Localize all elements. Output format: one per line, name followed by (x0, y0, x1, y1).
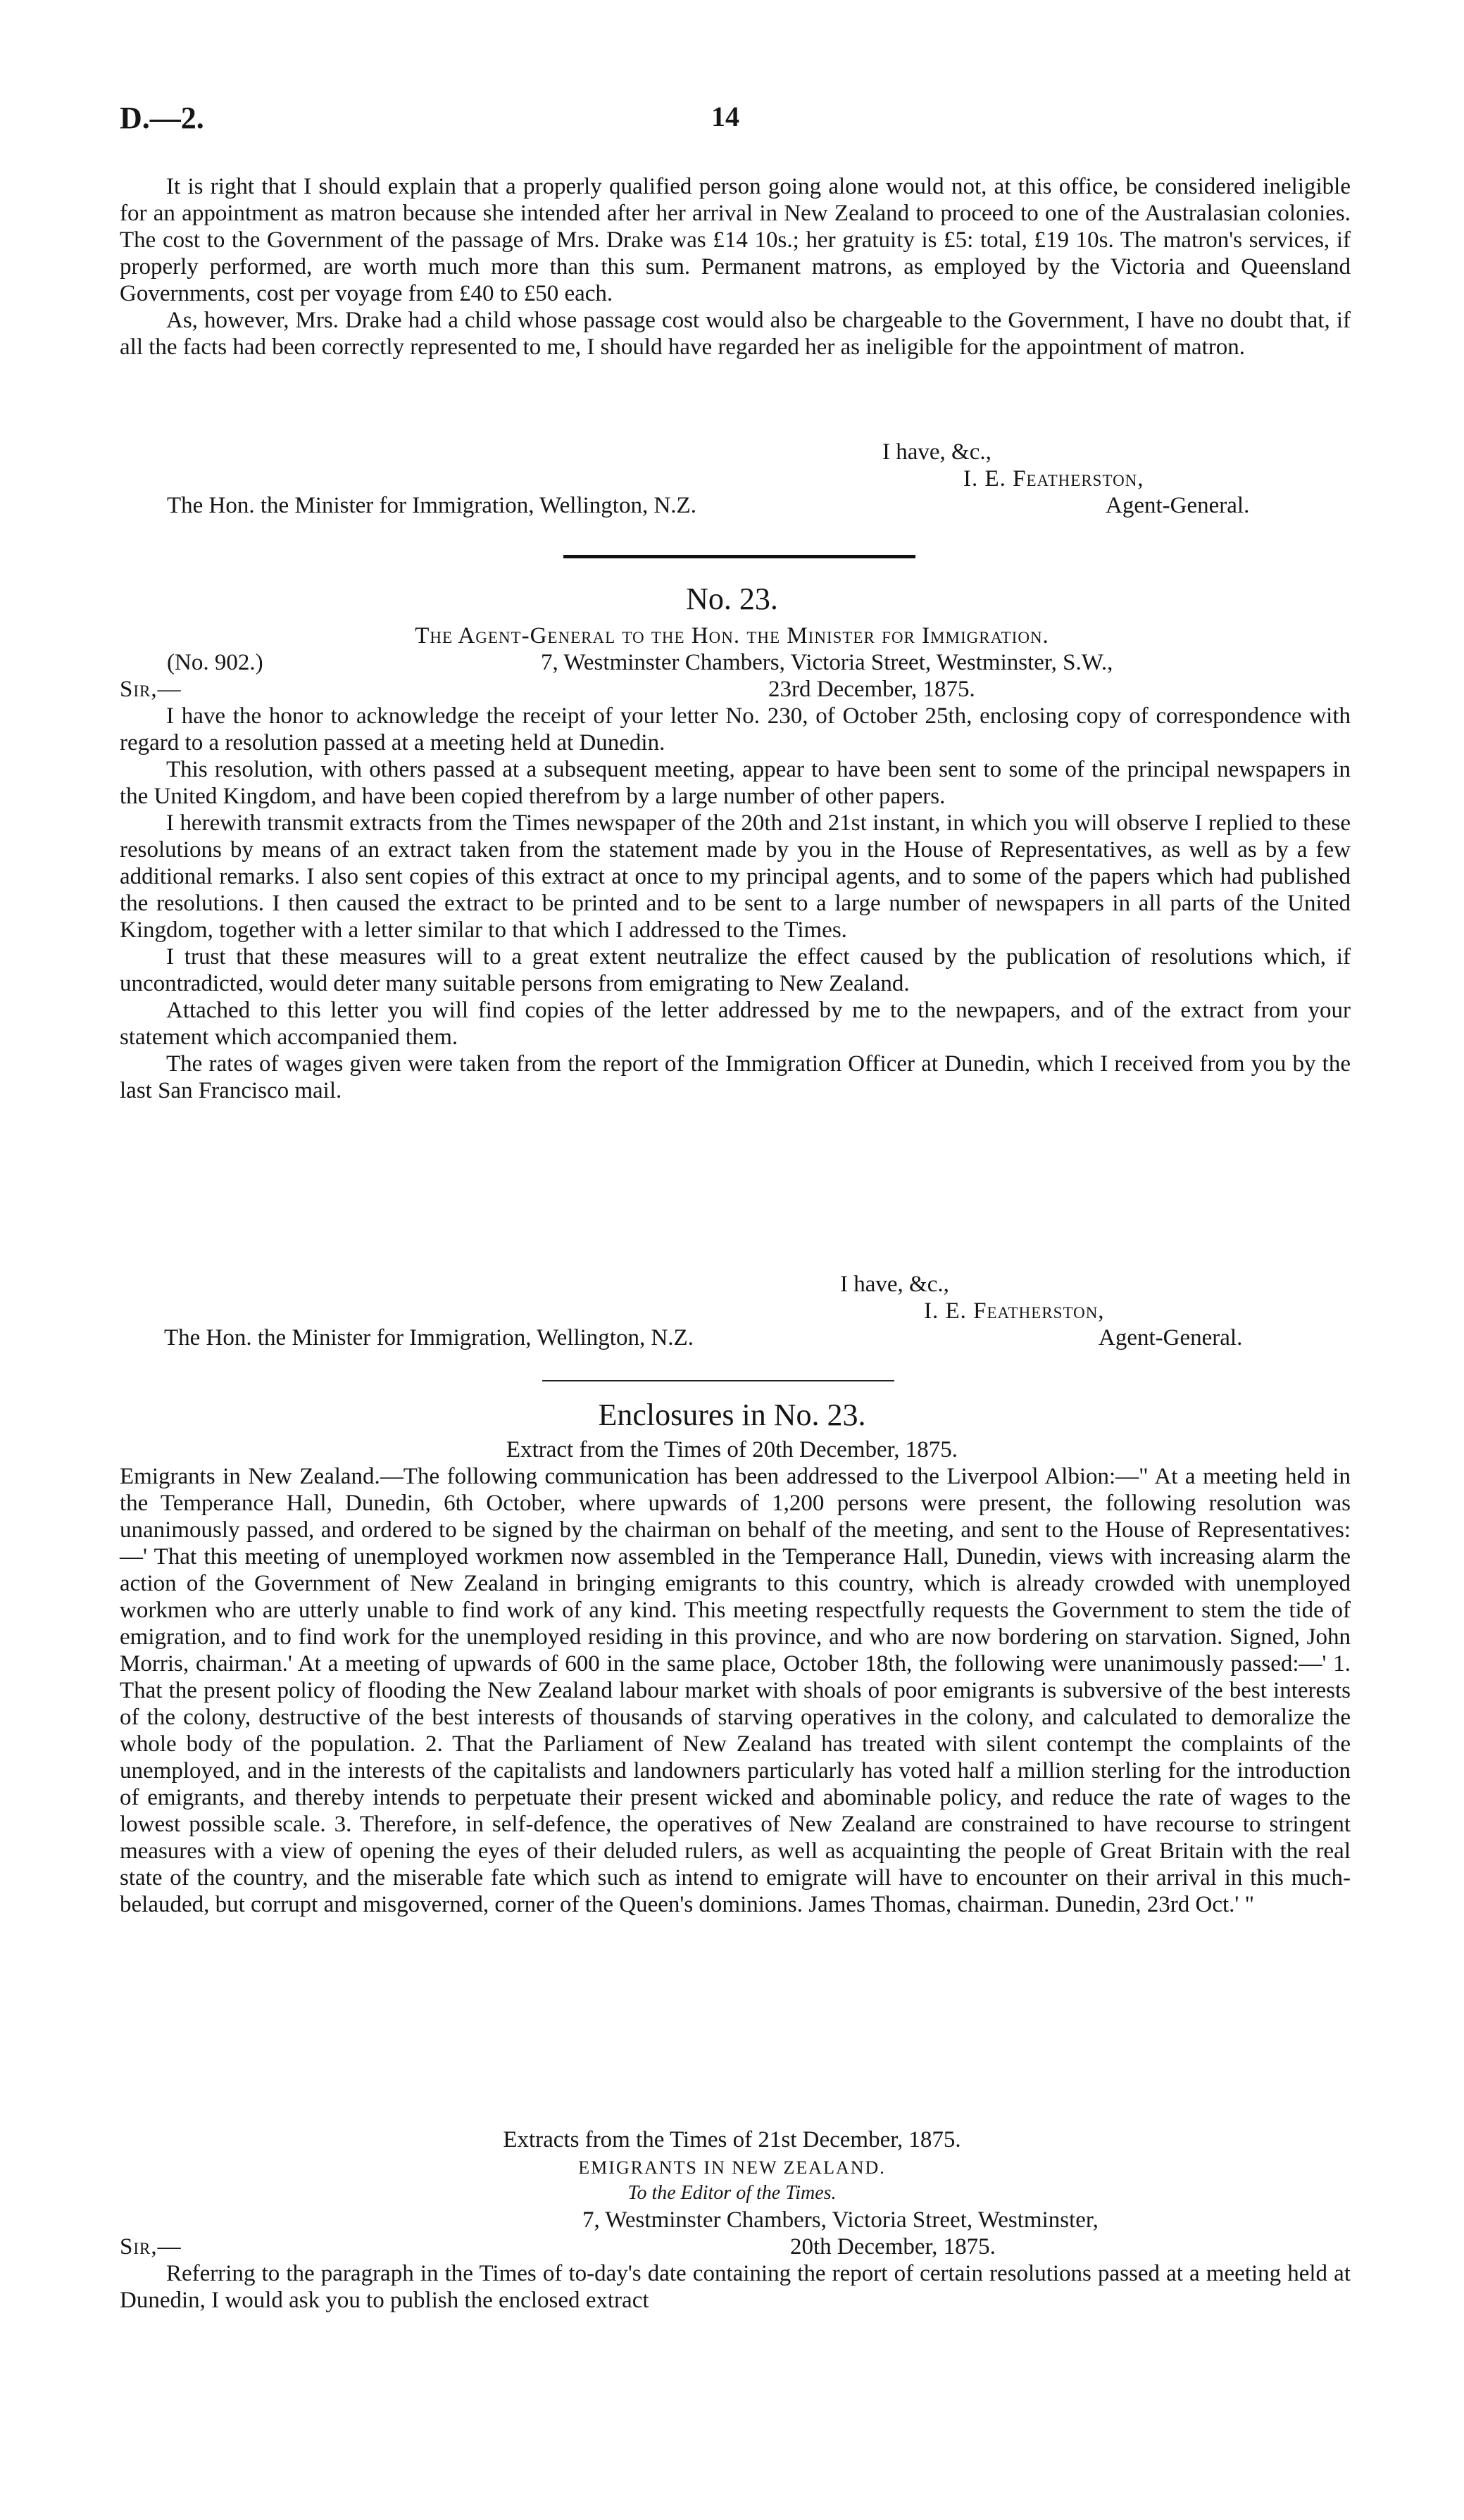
letter2-paragraph: I trust that these measures will to a great extent neutralize the effect caused by the publication of resolutions which, if uncontradicted, would deter many suitable persons from emigrating to New Zealand. (120, 944, 1351, 996)
letter2-date: 23rd December, 1875. (768, 677, 975, 702)
document-reference: D.—2. (120, 101, 204, 135)
letter2-subtitle: The Agent-General to the Hon. the Minister for Immigration. (415, 623, 1049, 648)
section-divider (542, 1380, 894, 1381)
letter1-title: Agent-General. (1106, 493, 1250, 518)
extract2-title: Extracts from the Times of 21st December, 1875. (503, 2127, 961, 2152)
letter2-paragraph: This resolution, with others passed at a subsequent meeting, appear to have been sent to some of the principal newspapers in the United Kingdom, and have been copied therefrom by a large number of other papers. (120, 757, 1351, 809)
extract1-body (120, 1463, 1351, 1918)
extract1-title: Extract from the Times of 20th December, 1875. (506, 1437, 958, 1462)
letter2-number: No. 23. (686, 582, 778, 616)
extract2-date: 20th December, 1875. (790, 2234, 996, 2259)
enclosures-heading: Enclosures in No. 23. (598, 1398, 866, 1432)
extract2-salutation: Sir,— (120, 2234, 182, 2259)
letter2-paragraph: Attached to this letter you will find copies of the letter addressed by me to the newpapers, and of the extract from your statement which accompanied them. (120, 998, 1351, 1050)
letter2-addressee: The Hon. the Minister for Immigration, Wellington, N.Z. (164, 1325, 694, 1350)
letter2-closing: I have, &c., (840, 1272, 949, 1297)
letter2-salutation: Sir,— (120, 677, 182, 702)
letter2-paragraph: The rates of wages given were taken from the report of the Immigration Officer at Dunedin, which I received from you by the last San Francisco mail. (120, 1051, 1351, 1103)
letter2-paragraph: I herewith transmit extracts from the Times newspaper of the 20th and 21st instant, in which you will observe I replied to these resolutions by means of an extract taken from the statement made by you in the House of Representatives, as well as by a few additional remarks. I also sent copies of this extract at once to my principal agents, and to some of the papers which had published the resolutions. I then caused the extract to be printed and to be sent to a large number of newspapers in all parts of the United Kingdom, together with a letter similar to that which I addressed to the Times. (120, 810, 1351, 943)
extract2-body (120, 2260, 1351, 2314)
letter2-signature: I. E. Featherston, (924, 1298, 1105, 1324)
extract2-address: 7, Westminster Chambers, Victoria Street, Westminster, (582, 2207, 1099, 2233)
letter1-paragraph: It is right that I should explain that a properly qualified person going alone would not, at this office, be considered ineligible for an appointment as matron because she intended after her arrival in New Zealand to proceed to one of the Australasian colonies. The cost to the Government of the passage of Mrs. Drake was £14 10s.; her gratuity is £5: total, £19 10s. The matron's services, if properly performed, are worth much more than this sum. Permanent matrons, as employed by the Victoria and Queensland Governments, cost per voyage from £40 to £50 each. (120, 174, 1351, 306)
letter2-paragraph: I have the honor to acknowledge the receipt of your letter No. 230, of October 25th, enclosing copy of correspondence with regard to a resolution passed at a meeting held at Dunedin. (120, 703, 1351, 756)
extract2-subheading: EMIGRANTS IN NEW ZEALAND. (578, 2157, 886, 2178)
extract2-text: Referring to the paragraph in the Times of to-day's date containing the report of certain resolutions passed at a meeting held at Dunedin, I would ask you to publish the enclosed extract (120, 2261, 1351, 2313)
letter2-reference: (No. 902.) (167, 650, 263, 675)
letter2-body (120, 703, 1351, 1104)
letter1-addressee: The Hon. the Minister for Immigration, Wellington, N.Z. (167, 493, 696, 518)
letter1-paragraph: As, however, Mrs. Drake had a child whose passage cost would also be chargeable to the Government, I have no doubt that, if all the facts had been correctly represented to me, I should have regarded her as ineligible for the appointment of matron. (120, 308, 1351, 360)
extract1-text: Emigrants in New Zealand.—The following communication has been addressed to the Liverpool Albion:—" At a meeting held in the Temperance Hall, Dunedin, 6th October, where upwards of 1,200 persons were present, the following resolution was unanimously passed, and ordered to be signed by the chairman on behalf of the meeting, and sent to the House of Representatives:—' That this meeting of unemployed workmen now assembled in the Temperance Hall, Dunedin, views with increasing alarm the action of the Government of New Zealand in bringing emigrants to this country, which is already crowded with unemployed workmen who are utterly unable to find work of any kind. This meeting respectfully requests the Government to stem the tide of emigration, and to find work for the unemployed residing in this province, and who are now bordering on starvation. Signed, John Morris, chairman.' At a meeting of upwards of 600 in the same place, October 18th, the following were unanimously passed:—' 1. That the present policy of flooding the New Zealand labour market with shoals of poor emigrants is subversive of the best interests of the colony, destructive of the best interests of thousands of starving operatives in the colony, and calculated to demoralize the whole body of the population. 2. That the Parliament of New Zealand has treated with silent contempt the complaints of the unemployed, and in the interests of the capitalists and landowners particularly has voted half a million sterling for the introduction of emigrants, and thereby intends to perpetuate their present wicked and abominable policy, and reduce the rate of wages to the lowest possible scale. 3. Therefore, in self-defence, the operatives of New Zealand are constrained to have recourse to stringent measures with a view of opening the eyes of their deluded rulers, as well as acquainting the people of Great Britain with the real state of the country, and the miserable fate which such as intend to emigrate will have to encounter on their arrival in this much-belauded, but corrupt and misgoverned, corner of the Queen's dominions. James Thomas, chairman. Dunedin, 23rd Oct.' " (120, 1464, 1351, 1917)
letter2-address: 7, Westminster Chambers, Victoria Street, Westminster, S.W., (541, 650, 1113, 675)
letter1-signature: I. E. Featherston, (963, 466, 1144, 491)
letter1-closing: I have, &c., (882, 439, 991, 465)
page-number: 14 (711, 101, 739, 132)
extract2-to-editor: To the Editor of the Times. (627, 2182, 837, 2204)
letter2-title: Agent-General. (1099, 1325, 1243, 1350)
letter1-body (120, 173, 1351, 361)
section-divider (563, 555, 915, 558)
